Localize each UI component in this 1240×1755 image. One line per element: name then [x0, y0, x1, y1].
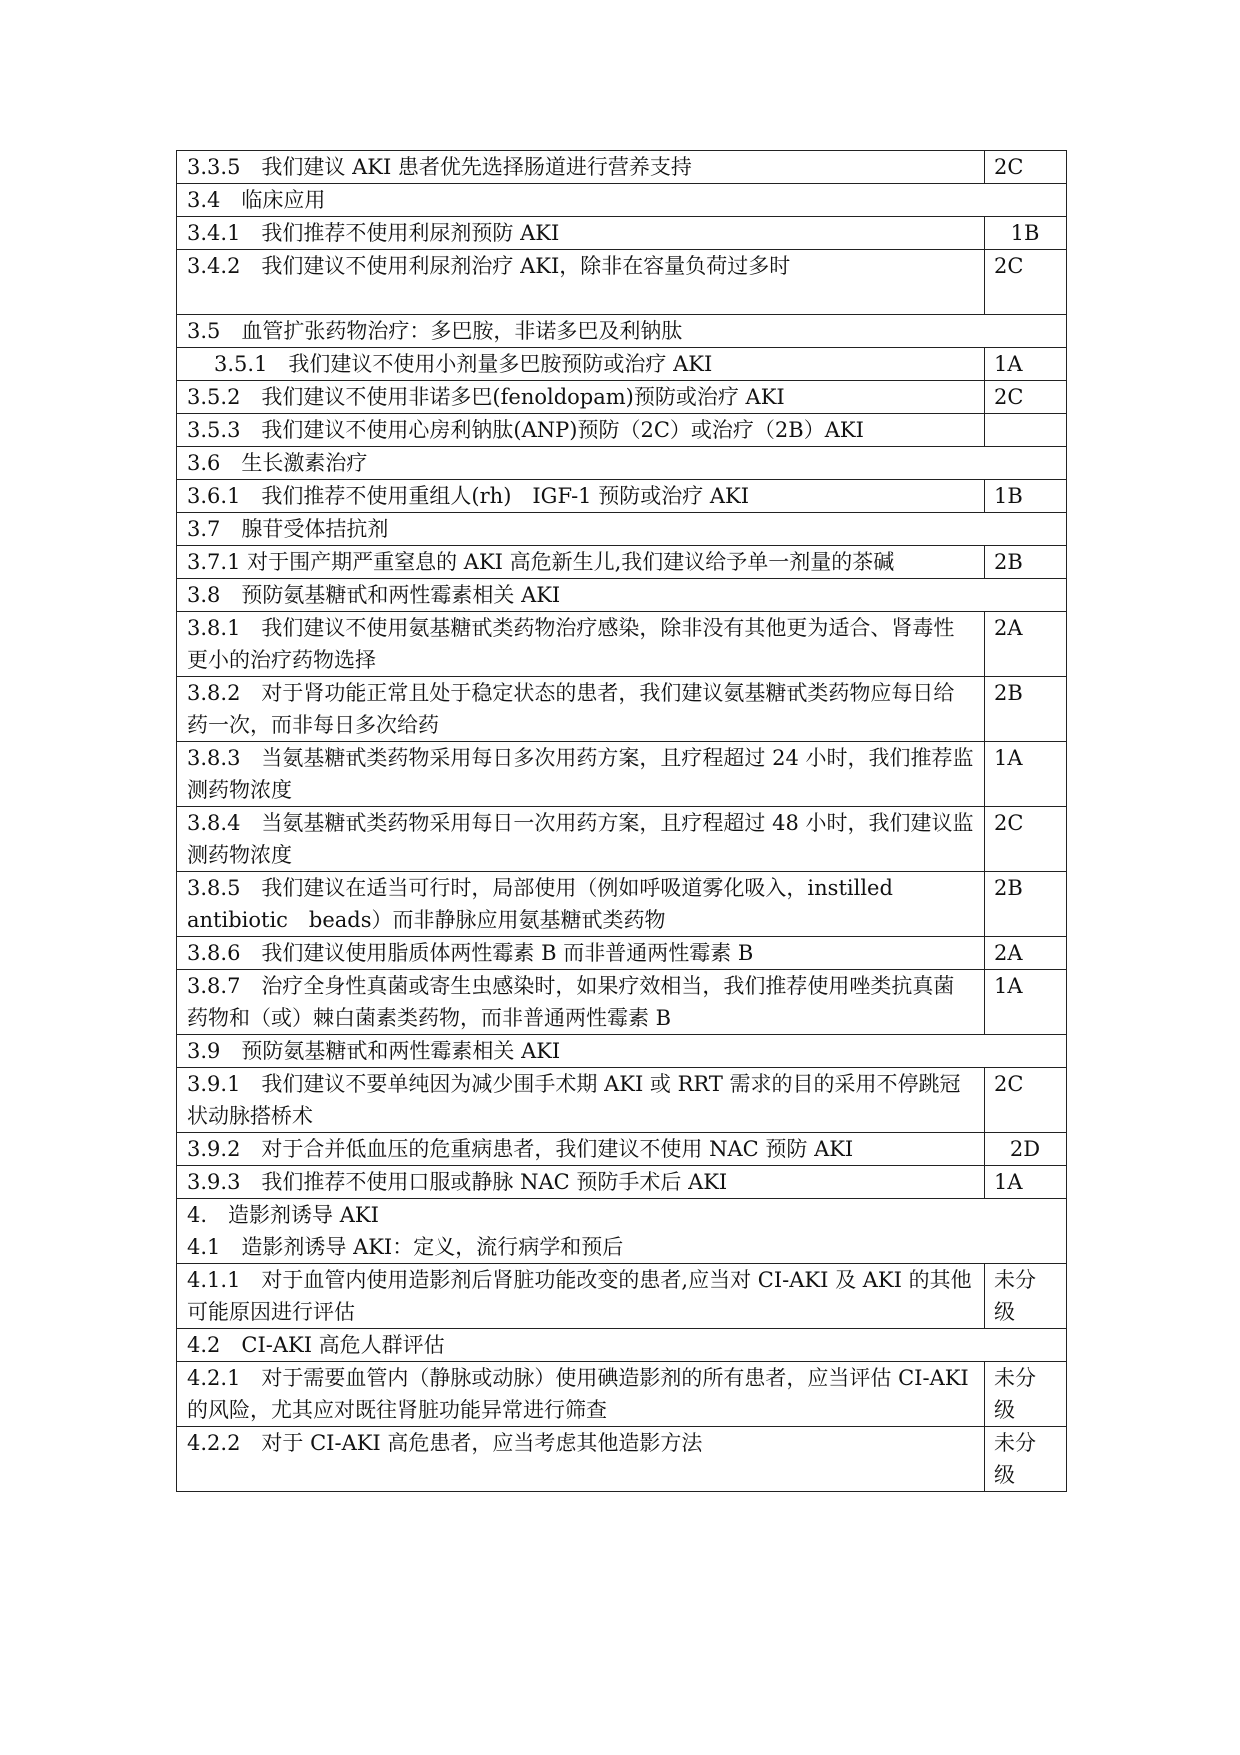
recommendation-text: 3.8.6 我们建议使用脂质体两性霉素 B 而非普通两性霉素 B [177, 937, 985, 970]
recommendation-row [177, 937, 1067, 970]
evidence-grade: 1A [985, 1166, 1067, 1199]
section-row [177, 1199, 1067, 1264]
evidence-grade: 1B [985, 217, 1067, 250]
recommendation-row [177, 348, 1067, 381]
evidence-grade: 2B [985, 677, 1067, 742]
recommendation-text: 3.8.2 对于肾功能正常且处于稳定状态的患者，我们建议氨基糖甙类药物应每日给药一次，而非每日多次给药 [177, 677, 985, 742]
evidence-grade: 1A [985, 742, 1067, 807]
evidence-grade: 2C [985, 250, 1067, 315]
evidence-grade: 2C [985, 381, 1067, 414]
evidence-grade: 未分级 [985, 1362, 1067, 1427]
recommendation-row [177, 1264, 1067, 1329]
section-heading: 4.1 造影剂诱导 AKI：定义，流行病学和预后 [187, 1235, 624, 1259]
section-row [177, 513, 1067, 546]
evidence-grade: 2A [985, 612, 1067, 677]
section-heading: 3.9 预防氨基糖甙和两性霉素相关 AKI [177, 1035, 1067, 1068]
recommendation-row [177, 612, 1067, 677]
recommendation-row [177, 217, 1067, 250]
recommendation-row [177, 151, 1067, 184]
recommendation-row [177, 546, 1067, 579]
section-heading: 3.6 生长激素治疗 [177, 447, 1067, 480]
recommendation-row [177, 1427, 1067, 1492]
recommendations-table [176, 150, 1067, 1492]
section-heading: 3.4 临床应用 [177, 184, 1067, 217]
recommendation-row [177, 677, 1067, 742]
evidence-grade: 未分级 [985, 1264, 1067, 1329]
evidence-grade: 2A [985, 937, 1067, 970]
recommendation-row [177, 1362, 1067, 1427]
recommendation-text: 3.5.3 我们建议不使用心房利钠肽(ANP)预防（2C）或治疗（2B）AKI [177, 414, 985, 447]
section-row [177, 315, 1067, 348]
recommendation-row [177, 1166, 1067, 1199]
recommendation-row [177, 414, 1067, 447]
recommendation-text: 3.8.5 我们建议在适当可行时，局部使用（例如呼吸道雾化吸入，instilled antibiotic beads）而非静脉应用氨基糖甙类药物 [177, 872, 985, 937]
section-row [177, 447, 1067, 480]
recommendation-row [177, 250, 1067, 315]
table-body [177, 151, 1067, 1492]
recommendation-text: 3.4.2 我们建议不使用利尿剂治疗 AKI，除非在容量负荷过多时 [177, 250, 985, 315]
section-row [177, 184, 1067, 217]
recommendation-text: 4.1.1 对于血管内使用造影剂后肾脏功能改变的患者,应当对 CI-AKI 及 AKI 的其他可能原因进行评估 [177, 1264, 985, 1329]
evidence-grade: 2C [985, 807, 1067, 872]
section-heading: 3.5 血管扩张药物治疗：多巴胺，非诺多巴及利钠肽 [177, 315, 1067, 348]
recommendation-text: 3.3.5 我们建议 AKI 患者优先选择肠道进行营养支持 [177, 151, 985, 184]
evidence-grade: 未分级 [985, 1427, 1067, 1492]
recommendation-row [177, 1068, 1067, 1133]
recommendation-text: 3.4.1 我们推荐不使用利尿剂预防 AKI [177, 217, 985, 250]
recommendation-row [177, 742, 1067, 807]
recommendation-row [177, 381, 1067, 414]
recommendation-text: 3.9.1 我们建议不要单纯因为减少围手术期 AKI 或 RRT 需求的目的采用不停跳冠状动脉搭桥术 [177, 1068, 985, 1133]
evidence-grade: 2B [985, 546, 1067, 579]
recommendation-text: 4.2.2 对于 CI-AKI 高危患者，应当考虑其他造影方法 [177, 1427, 985, 1492]
recommendation-text: 4.2.1 对于需要血管内（静脉或动脉）使用碘造影剂的所有患者，应当评估 CI-AKI 的风险，尤其应对既往肾脏功能异常进行筛查 [177, 1362, 985, 1427]
recommendation-row [177, 480, 1067, 513]
recommendation-text: 3.8.7 治疗全身性真菌或寄生虫感染时，如果疗效相当，我们推荐使用唑类抗真菌药物和（或）棘白菌素类药物，而非普通两性霉素 B [177, 970, 985, 1035]
recommendation-text: 3.8.1 我们建议不使用氨基糖甙类药物治疗感染，除非没有其他更为适合、肾毒性更小的治疗药物选择 [177, 612, 985, 677]
evidence-grade: 2B [985, 872, 1067, 937]
recommendation-row [177, 1133, 1067, 1166]
section-row [177, 1329, 1067, 1362]
recommendation-row [177, 872, 1067, 937]
recommendation-row [177, 807, 1067, 872]
section-row [177, 1035, 1067, 1068]
evidence-grade: 2C [985, 1068, 1067, 1133]
section-heading: 3.7 腺苷受体拮抗剂 [177, 513, 1067, 546]
evidence-grade: 2D [985, 1133, 1067, 1166]
section-heading: 3.8 预防氨基糖甙和两性霉素相关 AKI [177, 579, 1067, 612]
evidence-grade [985, 414, 1067, 447]
evidence-grade: 1A [985, 348, 1067, 381]
evidence-grade: 2C [985, 151, 1067, 184]
section-heading: 4.2 CI-AKI 高危人群评估 [177, 1329, 1067, 1362]
chapter-heading: 4. 造影剂诱导 AKI [187, 1203, 379, 1227]
recommendation-text: 3.6.1 我们推荐不使用重组人(rh) IGF-1 预防或治疗 AKI [177, 480, 985, 513]
recommendation-text: 3.8.4 当氨基糖甙类药物采用每日一次用药方案，且疗程超过 48 小时，我们建议监测药物浓度 [177, 807, 985, 872]
recommendation-text: 3.8.3 当氨基糖甙类药物采用每日多次用药方案，且疗程超过 24 小时，我们推荐监测药物浓度 [177, 742, 985, 807]
evidence-grade: 1B [985, 480, 1067, 513]
recommendation-row [177, 970, 1067, 1035]
recommendation-text: 3.9.3 我们推荐不使用口服或静脉 NAC 预防手术后 AKI [177, 1166, 985, 1199]
recommendation-text: 3.5.1 我们建议不使用小剂量多巴胺预防或治疗 AKI [177, 348, 985, 381]
recommendation-text: 3.7.1 对于围产期严重窒息的 AKI 高危新生儿,我们建议给予单一剂量的茶碱 [177, 546, 985, 579]
recommendation-text: 3.5.2 我们建议不使用非诺多巴(fenoldopam)预防或治疗 AKI [177, 381, 985, 414]
evidence-grade: 1A [985, 970, 1067, 1035]
recommendation-text: 3.9.2 对于合并低血压的危重病患者，我们建议不使用 NAC 预防 AKI [177, 1133, 985, 1166]
section-heading-group [177, 1199, 1067, 1264]
section-row [177, 579, 1067, 612]
